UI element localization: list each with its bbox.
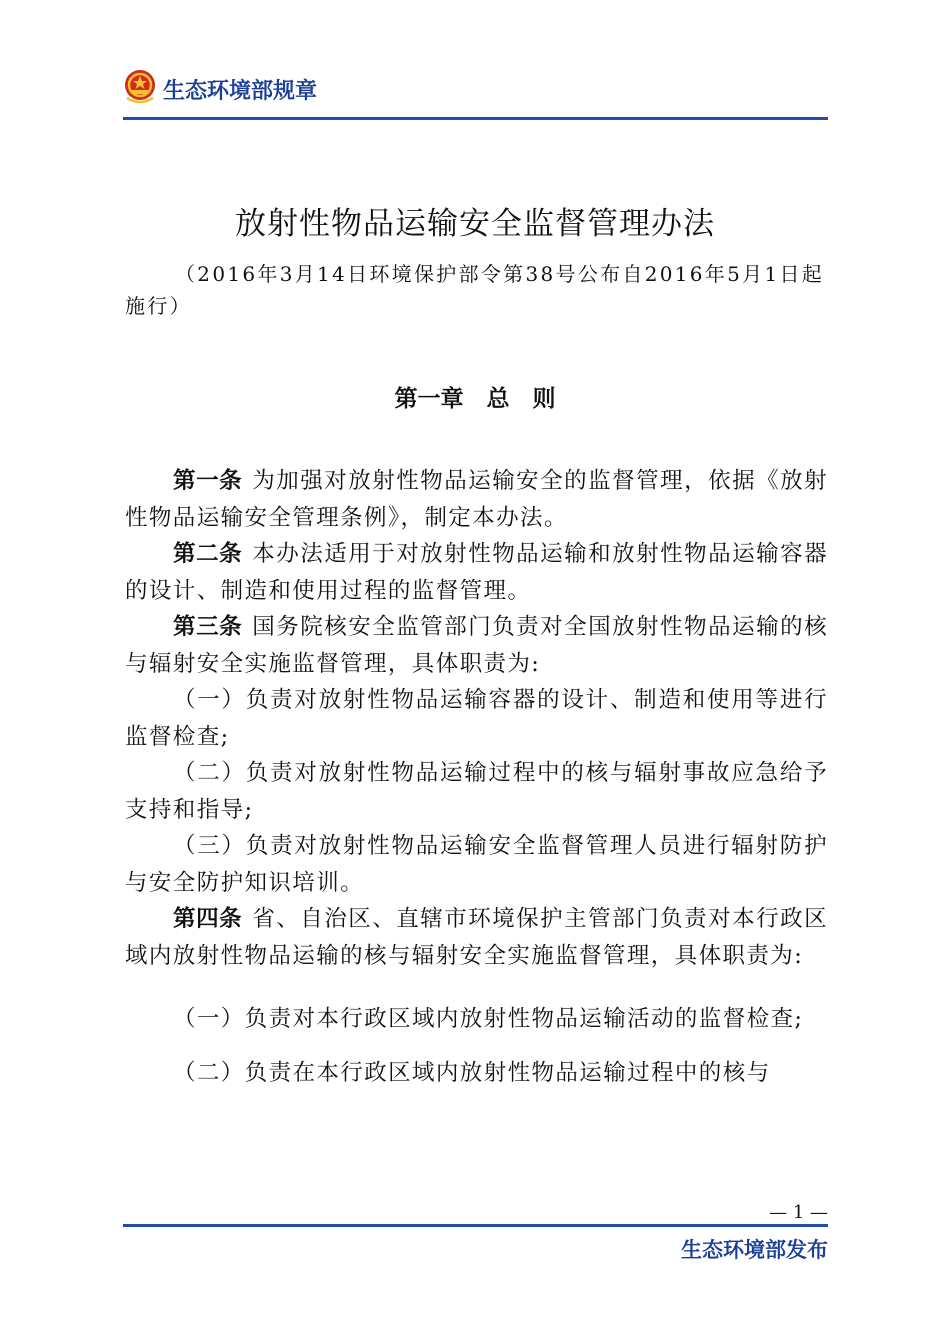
article-label: 第四条 <box>173 906 243 932</box>
list-item-text: （二）负责在本行政区域内放射性物品运输过程中的核与 <box>173 1060 771 1086</box>
article-1 <box>125 463 828 536</box>
footer-publisher: 生态环境部发布 <box>681 1238 828 1262</box>
page-header <box>123 64 828 120</box>
list-item <box>125 828 828 901</box>
article-2 <box>125 536 828 609</box>
article-label: 第一条 <box>173 468 243 494</box>
list-item-text: （一）负责对放射性物品运输容器的设计、制造和使用等进行监督检查; <box>125 687 828 750</box>
list-item <box>125 682 828 755</box>
article-label: 第二条 <box>173 541 243 567</box>
list-item <box>125 992 828 1046</box>
article-text: 国务院核安全监管部门负责对全国放射性物品运输的核与辐射安全实施监督管理，具体职责为: <box>125 614 828 677</box>
header-title: 生态环境部规章 <box>163 79 318 104</box>
list-item <box>125 1046 828 1100</box>
document-title: 放射性物品运输安全监督管理办法 <box>235 206 715 242</box>
document-body <box>125 463 828 1100</box>
footer-divider <box>123 1224 828 1227</box>
list-item-text: （二）负责对放射性物品运输过程中的核与辐射事故应急给予支持和指导; <box>125 760 828 823</box>
list-item-text: （一）负责对本行政区域内放射性物品运输活动的监督检查; <box>173 1006 804 1032</box>
article-4 <box>125 901 828 974</box>
national-emblem-icon <box>123 68 157 104</box>
chapter-heading: 第一章 总 则 <box>394 386 556 412</box>
article-text: 省、自治区、直辖市环境保护主管部门负责对本行政区域内放射性物品运输的核与辐射安全实施监督管理，具体职责为: <box>125 906 828 969</box>
article-label: 第三条 <box>173 614 243 640</box>
list-item <box>125 755 828 828</box>
article-text: 为加强对放射性物品运输安全的监督管理，依据《放射性物品运输安全管理条例》，制定本办法。 <box>125 468 828 531</box>
article-text: 本办法适用于对放射性物品运输和放射性物品运输容器的设计、制造和使用过程的监督管理。 <box>125 541 828 604</box>
document-subtitle: （2016年3月14日环境保护部令第38号公布自2016年5月1日起施行） <box>125 262 825 318</box>
article-3 <box>125 609 828 682</box>
list-item-text: （三）负责对放射性物品运输安全监督管理人员进行辐射防护与安全防护知识培训。 <box>125 833 828 896</box>
page-number: — 1 — <box>769 1202 828 1223</box>
header-divider <box>123 117 828 120</box>
